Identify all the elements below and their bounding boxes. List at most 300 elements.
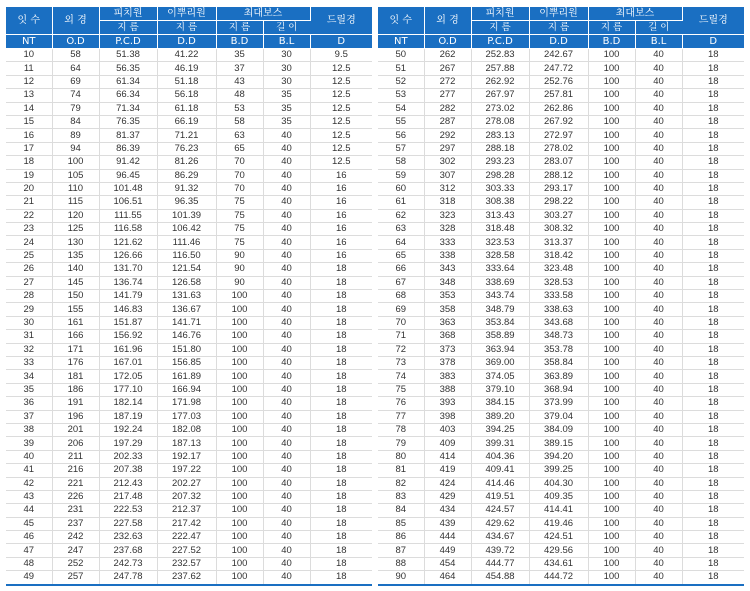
cell-root-diameter: 399.25: [529, 464, 588, 477]
cell-root-diameter: 197.22: [157, 464, 216, 477]
cell-root-diameter: 358.84: [529, 356, 588, 369]
cell-boss-length: 40: [635, 62, 682, 75]
cell-outer-diameter: 388: [424, 383, 471, 396]
cell-outer-diameter: 383: [424, 370, 471, 383]
header-pitch-circle: 피치원: [99, 7, 157, 21]
cell-boss-diameter: 100: [588, 196, 635, 209]
cell-pitch-diameter: 131.70: [99, 263, 157, 276]
cell-boss-length: 40: [263, 450, 310, 463]
cell-boss-diameter: 90: [216, 276, 263, 289]
cell-drill: 12.5: [310, 62, 372, 75]
cell-root-diameter: 343.68: [529, 316, 588, 329]
cell-drill: 18: [310, 370, 372, 383]
cell-teeth: 82: [378, 477, 424, 490]
table-row: [6, 142, 372, 155]
cell-boss-diameter: 100: [588, 343, 635, 356]
cell-teeth: 52: [378, 75, 424, 88]
cell-pitch-diameter: 61.34: [99, 75, 157, 88]
cell-root-diameter: 237.62: [157, 571, 216, 585]
cell-outer-diameter: 110: [52, 182, 99, 195]
cell-boss-diameter: 100: [216, 490, 263, 503]
cell-boss-length: 40: [635, 517, 682, 530]
cell-outer-diameter: 267: [424, 62, 471, 75]
cell-outer-diameter: 237: [52, 517, 99, 530]
cell-drill: 18: [682, 303, 744, 316]
cell-root-diameter: 166.94: [157, 383, 216, 396]
cell-boss-length: 40: [635, 89, 682, 102]
cell-pitch-diameter: 262.92: [471, 75, 529, 88]
cell-root-diameter: 368.94: [529, 383, 588, 396]
cell-outer-diameter: 64: [52, 62, 99, 75]
table-row: [6, 223, 372, 236]
cell-drill: 18: [682, 49, 744, 62]
cell-drill: 18: [682, 571, 744, 585]
table-row: [378, 437, 744, 450]
cell-teeth: 85: [378, 517, 424, 530]
cell-teeth: 88: [378, 557, 424, 570]
cell-teeth: 76: [378, 397, 424, 410]
cell-root-diameter: 141.71: [157, 316, 216, 329]
cell-pitch-diameter: 71.34: [99, 102, 157, 115]
cell-boss-length: 40: [635, 276, 682, 289]
cell-root-diameter: 278.02: [529, 142, 588, 155]
cell-boss-diameter: 43: [216, 75, 263, 88]
table-row: [6, 330, 372, 343]
cell-teeth: 49: [6, 571, 52, 585]
cell-teeth: 42: [6, 477, 52, 490]
cell-outer-diameter: 161: [52, 316, 99, 329]
cell-drill: 18: [310, 504, 372, 517]
cell-teeth: 37: [6, 410, 52, 423]
cell-pitch-diameter: 177.10: [99, 383, 157, 396]
table-row: [6, 343, 372, 356]
cell-teeth: 79: [378, 437, 424, 450]
cell-root-diameter: 177.03: [157, 410, 216, 423]
cell-boss-diameter: 100: [588, 142, 635, 155]
cell-drill: 18: [682, 450, 744, 463]
cell-drill: 16: [310, 209, 372, 222]
cell-outer-diameter: 89: [52, 129, 99, 142]
cell-teeth: 46: [6, 531, 52, 544]
header-teeth: 잇 수: [378, 7, 424, 35]
cell-boss-length: 40: [263, 504, 310, 517]
cell-boss-diameter: 100: [216, 477, 263, 490]
table-row: [6, 62, 372, 75]
cell-boss-length: 40: [263, 263, 310, 276]
cell-boss-diameter: 75: [216, 223, 263, 236]
cell-drill: 18: [682, 316, 744, 329]
cell-boss-length: 40: [635, 196, 682, 209]
cell-pitch-diameter: 187.19: [99, 410, 157, 423]
cell-boss-length: 40: [635, 383, 682, 396]
cell-boss-length: 40: [635, 209, 682, 222]
cell-boss-length: 40: [263, 423, 310, 436]
cell-boss-diameter: 63: [216, 129, 263, 142]
cell-outer-diameter: 166: [52, 330, 99, 343]
table-row: [378, 571, 744, 585]
cell-drill: 18: [682, 557, 744, 570]
cell-root-diameter: 61.18: [157, 102, 216, 115]
cell-teeth: 78: [378, 423, 424, 436]
cell-root-diameter: 434.61: [529, 557, 588, 570]
table-row: [6, 196, 372, 209]
table-row: [6, 370, 372, 383]
header-code-bl: B.L: [635, 35, 682, 49]
cell-boss-length: 40: [635, 142, 682, 155]
cell-root-diameter: 303.27: [529, 209, 588, 222]
cell-drill: 18: [682, 477, 744, 490]
cell-boss-length: 40: [263, 196, 310, 209]
cell-root-diameter: 262.86: [529, 102, 588, 115]
cell-root-diameter: 46.19: [157, 62, 216, 75]
cell-boss-length: 40: [635, 263, 682, 276]
cell-boss-length: 40: [263, 303, 310, 316]
cell-drill: 18: [682, 263, 744, 276]
cell-boss-diameter: 100: [588, 236, 635, 249]
cell-outer-diameter: 439: [424, 517, 471, 530]
header-code-d: D: [310, 35, 372, 49]
cell-pitch-diameter: 106.51: [99, 196, 157, 209]
cell-drill: 18: [682, 102, 744, 115]
cell-boss-diameter: 100: [216, 343, 263, 356]
cell-teeth: 21: [6, 196, 52, 209]
cell-teeth: 68: [378, 290, 424, 303]
cell-boss-length: 40: [635, 49, 682, 62]
cell-outer-diameter: 272: [424, 75, 471, 88]
cell-pitch-diameter: 454.88: [471, 571, 529, 585]
cell-drill: 12.5: [310, 89, 372, 102]
cell-teeth: 38: [6, 423, 52, 436]
cell-boss-diameter: 100: [588, 49, 635, 62]
table-row: [6, 557, 372, 570]
cell-pitch-diameter: 419.51: [471, 490, 529, 503]
cell-root-diameter: 318.42: [529, 249, 588, 262]
table-row: [6, 383, 372, 396]
cell-pitch-diameter: 318.48: [471, 223, 529, 236]
cell-drill: 18: [310, 303, 372, 316]
cell-pitch-diameter: 273.02: [471, 102, 529, 115]
cell-pitch-diameter: 267.97: [471, 89, 529, 102]
cell-drill: 18: [310, 490, 372, 503]
cell-pitch-diameter: 222.53: [99, 504, 157, 517]
cell-boss-length: 40: [635, 129, 682, 142]
cell-root-diameter: 394.20: [529, 450, 588, 463]
table-row: [378, 209, 744, 222]
cell-root-diameter: 298.22: [529, 196, 588, 209]
table-row: [378, 263, 744, 276]
cell-boss-diameter: 100: [588, 129, 635, 142]
table-row: [6, 115, 372, 128]
table-row: [6, 263, 372, 276]
table-row: [6, 477, 372, 490]
cell-outer-diameter: 58: [52, 49, 99, 62]
cell-outer-diameter: 186: [52, 383, 99, 396]
cell-boss-length: 40: [263, 477, 310, 490]
cell-root-diameter: 288.12: [529, 169, 588, 182]
cell-pitch-diameter: 358.89: [471, 330, 529, 343]
table-row: [378, 370, 744, 383]
cell-boss-length: 40: [263, 383, 310, 396]
cell-outer-diameter: 145: [52, 276, 99, 289]
cell-drill: 18: [682, 249, 744, 262]
cell-teeth: 84: [378, 504, 424, 517]
cell-pitch-diameter: 86.39: [99, 142, 157, 155]
table-row: [378, 89, 744, 102]
cell-boss-length: 40: [263, 464, 310, 477]
cell-teeth: 87: [378, 544, 424, 557]
cell-pitch-diameter: 379.10: [471, 383, 529, 396]
cell-drill: 18: [682, 397, 744, 410]
cell-teeth: 61: [378, 196, 424, 209]
cell-boss-diameter: 100: [216, 450, 263, 463]
table-row: [6, 89, 372, 102]
cell-outer-diameter: 135: [52, 249, 99, 262]
cell-drill: 18: [682, 517, 744, 530]
cell-drill: 18: [682, 182, 744, 195]
cell-outer-diameter: 338: [424, 249, 471, 262]
cell-boss-length: 40: [635, 356, 682, 369]
cell-teeth: 31: [6, 330, 52, 343]
cell-root-diameter: 353.78: [529, 343, 588, 356]
cell-boss-length: 40: [635, 102, 682, 115]
cell-drill: 12.5: [310, 102, 372, 115]
cell-drill: 18: [310, 263, 372, 276]
cell-root-diameter: 409.35: [529, 490, 588, 503]
cell-pitch-diameter: 414.46: [471, 477, 529, 490]
cell-teeth: 90: [378, 571, 424, 585]
cell-teeth: 33: [6, 356, 52, 369]
header-code-nt: NT: [378, 35, 424, 49]
cell-drill: 18: [682, 410, 744, 423]
cell-boss-diameter: 100: [588, 544, 635, 557]
cell-pitch-diameter: 288.18: [471, 142, 529, 155]
cell-root-diameter: 247.72: [529, 62, 588, 75]
cell-drill: 18: [682, 356, 744, 369]
cell-boss-diameter: 100: [216, 370, 263, 383]
cell-boss-diameter: 100: [588, 423, 635, 436]
table-row: [6, 571, 372, 585]
cell-outer-diameter: 353: [424, 290, 471, 303]
cell-drill: 18: [682, 62, 744, 75]
cell-boss-length: 40: [263, 209, 310, 222]
cell-root-diameter: 96.35: [157, 196, 216, 209]
cell-outer-diameter: 398: [424, 410, 471, 423]
cell-boss-length: 40: [635, 450, 682, 463]
table-row: [378, 182, 744, 195]
cell-drill: 12.5: [310, 75, 372, 88]
cell-teeth: 26: [6, 263, 52, 276]
cell-boss-length: 40: [263, 437, 310, 450]
cell-root-diameter: 424.51: [529, 531, 588, 544]
cell-pitch-diameter: 409.41: [471, 464, 529, 477]
cell-pitch-diameter: 121.62: [99, 236, 157, 249]
cell-boss-diameter: 100: [588, 397, 635, 410]
table-row: [6, 437, 372, 450]
cell-drill: 16: [310, 169, 372, 182]
cell-boss-length: 40: [263, 142, 310, 155]
cell-outer-diameter: 348: [424, 276, 471, 289]
cell-root-diameter: 232.57: [157, 557, 216, 570]
cell-outer-diameter: 191: [52, 397, 99, 410]
cell-outer-diameter: 196: [52, 410, 99, 423]
cell-boss-length: 40: [263, 531, 310, 544]
cell-pitch-diameter: 242.73: [99, 557, 157, 570]
cell-drill: 18: [682, 531, 744, 544]
cell-root-diameter: 51.18: [157, 75, 216, 88]
cell-boss-length: 40: [635, 410, 682, 423]
header-boss-length: 길 이: [263, 21, 310, 35]
cell-boss-diameter: 100: [588, 410, 635, 423]
cell-drill: 18: [682, 290, 744, 303]
cell-boss-length: 40: [635, 437, 682, 450]
table-row: [378, 142, 744, 155]
cell-teeth: 18: [6, 156, 52, 169]
cell-boss-diameter: 100: [588, 89, 635, 102]
cell-outer-diameter: 464: [424, 571, 471, 585]
table-row: [6, 316, 372, 329]
cell-boss-diameter: 35: [216, 49, 263, 62]
cell-teeth: 64: [378, 236, 424, 249]
cell-drill: 18: [310, 571, 372, 585]
cell-boss-length: 40: [263, 129, 310, 142]
cell-drill: 18: [682, 423, 744, 436]
cell-pitch-diameter: 384.15: [471, 397, 529, 410]
header-root-diameter: 지 름: [529, 21, 588, 35]
cell-pitch-diameter: 434.67: [471, 531, 529, 544]
cell-boss-length: 40: [263, 397, 310, 410]
cell-boss-diameter: 100: [588, 490, 635, 503]
cell-root-diameter: 404.30: [529, 477, 588, 490]
cell-boss-diameter: 100: [588, 464, 635, 477]
cell-drill: 18: [310, 450, 372, 463]
cell-root-diameter: 414.41: [529, 504, 588, 517]
table-row: [378, 102, 744, 115]
cell-teeth: 74: [378, 370, 424, 383]
header-code-dd: D.D: [529, 35, 588, 49]
cell-drill: 18: [682, 89, 744, 102]
cell-pitch-diameter: 374.05: [471, 370, 529, 383]
cell-outer-diameter: 449: [424, 544, 471, 557]
cell-drill: 18: [310, 477, 372, 490]
cell-teeth: 70: [378, 316, 424, 329]
cell-pitch-diameter: 111.55: [99, 209, 157, 222]
table-row: [6, 102, 372, 115]
table-row: [378, 223, 744, 236]
cell-teeth: 75: [378, 383, 424, 396]
cell-pitch-diameter: 167.01: [99, 356, 157, 369]
cell-drill: 12.5: [310, 115, 372, 128]
header-boss-diameter: 지 름: [588, 21, 635, 35]
cell-boss-length: 40: [635, 531, 682, 544]
cell-outer-diameter: 454: [424, 557, 471, 570]
cell-boss-diameter: 100: [588, 517, 635, 530]
cell-boss-diameter: 70: [216, 182, 263, 195]
cell-root-diameter: 106.42: [157, 223, 216, 236]
cell-boss-length: 40: [263, 544, 310, 557]
cell-pitch-diameter: 429.62: [471, 517, 529, 530]
header-code-bl: B.L: [263, 35, 310, 49]
cell-drill: 18: [310, 356, 372, 369]
cell-boss-diameter: 58: [216, 115, 263, 128]
cell-drill: 18: [682, 437, 744, 450]
cell-pitch-diameter: 146.83: [99, 303, 157, 316]
cell-boss-diameter: 53: [216, 102, 263, 115]
cell-boss-length: 40: [635, 290, 682, 303]
cell-boss-length: 40: [635, 182, 682, 195]
table-row: [378, 75, 744, 88]
cell-teeth: 19: [6, 169, 52, 182]
cell-drill: 18: [310, 423, 372, 436]
table-row: [378, 531, 744, 544]
cell-teeth: 14: [6, 102, 52, 115]
cell-root-diameter: 136.67: [157, 303, 216, 316]
table-row: [6, 75, 372, 88]
cell-boss-diameter: 100: [588, 571, 635, 585]
cell-drill: 16: [310, 236, 372, 249]
cell-teeth: 35: [6, 383, 52, 396]
cell-boss-diameter: 48: [216, 89, 263, 102]
cell-pitch-diameter: 227.58: [99, 517, 157, 530]
header-outer-diameter: 외 경: [52, 7, 99, 35]
cell-boss-diameter: 100: [216, 303, 263, 316]
cell-boss-diameter: 100: [588, 263, 635, 276]
cell-pitch-diameter: 56.35: [99, 62, 157, 75]
header-drill: 드릴경: [310, 7, 372, 35]
cell-boss-length: 40: [263, 571, 310, 585]
table-row: [6, 464, 372, 477]
cell-boss-diameter: 100: [216, 464, 263, 477]
table-row: [378, 464, 744, 477]
cell-boss-length: 40: [263, 156, 310, 169]
table-row: [378, 62, 744, 75]
cell-outer-diameter: 414: [424, 450, 471, 463]
cell-root-diameter: 308.32: [529, 223, 588, 236]
cell-drill: 18: [682, 343, 744, 356]
cell-pitch-diameter: 182.14: [99, 397, 157, 410]
cell-outer-diameter: 206: [52, 437, 99, 450]
cell-pitch-diameter: 338.69: [471, 276, 529, 289]
cell-teeth: 10: [6, 49, 52, 62]
cell-drill: 18: [682, 330, 744, 343]
table-row: [378, 129, 744, 142]
table-row: [6, 49, 372, 62]
cell-boss-length: 40: [263, 223, 310, 236]
cell-root-diameter: 56.18: [157, 89, 216, 102]
cell-boss-length: 40: [263, 343, 310, 356]
cell-pitch-diameter: 91.42: [99, 156, 157, 169]
cell-teeth: 72: [378, 343, 424, 356]
cell-outer-diameter: 221: [52, 477, 99, 490]
cell-outer-diameter: 201: [52, 423, 99, 436]
cell-outer-diameter: 328: [424, 223, 471, 236]
cell-boss-diameter: 100: [588, 303, 635, 316]
table-row: [378, 276, 744, 289]
table-row: [6, 531, 372, 544]
header-pitch-diameter: 지 름: [471, 21, 529, 35]
table-row: [6, 236, 372, 249]
cell-drill: 18: [310, 410, 372, 423]
header-drill: 드릴경: [682, 7, 744, 35]
cell-drill: 18: [310, 276, 372, 289]
cell-pitch-diameter: 237.68: [99, 544, 157, 557]
cell-teeth: 15: [6, 115, 52, 128]
cell-pitch-diameter: 51.38: [99, 49, 157, 62]
cell-outer-diameter: 277: [424, 89, 471, 102]
cell-root-diameter: 338.63: [529, 303, 588, 316]
cell-pitch-diameter: 192.24: [99, 423, 157, 436]
cell-root-diameter: 328.53: [529, 276, 588, 289]
cell-teeth: 77: [378, 410, 424, 423]
